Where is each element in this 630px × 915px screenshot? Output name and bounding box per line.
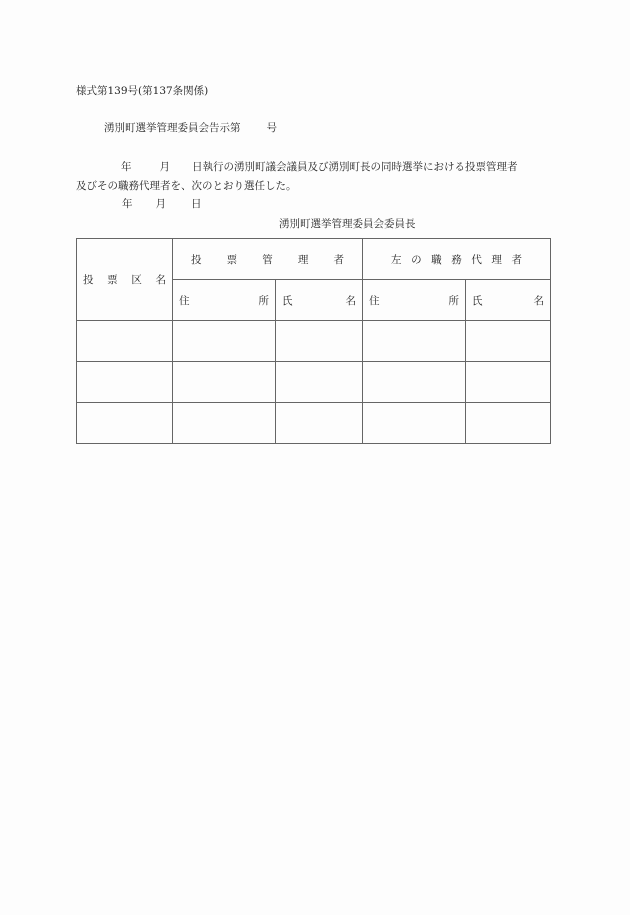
body-year: 年	[121, 161, 132, 173]
deputy-header-char: 務	[451, 253, 462, 266]
district-header-char: 名	[155, 274, 166, 286]
table-row	[77, 403, 551, 444]
body-month: 月	[159, 161, 170, 173]
deputy-name-header	[466, 280, 551, 321]
deputy-name-cell	[466, 362, 551, 403]
deputy-name-cell	[466, 403, 551, 444]
deputy-header-char: 職	[431, 253, 442, 266]
notice-title-prefix: 湧別町選挙管理委員会告示第	[104, 122, 241, 134]
notice-body-line1	[76, 162, 518, 173]
deputy-address-cell	[363, 321, 466, 362]
name-char: 氏	[472, 294, 483, 307]
address-char: 所	[448, 294, 459, 307]
district-cell	[77, 321, 173, 362]
manager-name-cell	[276, 362, 363, 403]
manager-address-cell	[173, 403, 276, 444]
manager-header-char: 票	[226, 253, 238, 266]
signatory: 湧別町選挙管理委員会委員長	[279, 218, 416, 230]
deputy-header-char: 代	[471, 253, 482, 266]
manager-header-char: 管	[262, 253, 273, 266]
district-cell	[77, 362, 173, 403]
table-row	[77, 321, 551, 362]
manager-header-char: 理	[297, 253, 309, 266]
name-char: 名	[345, 294, 356, 307]
date-year: 年	[122, 198, 133, 210]
district-header-char: 票	[107, 274, 118, 286]
name-char: 氏	[282, 294, 293, 307]
header-row-1	[77, 239, 551, 280]
deputy-header-char: 左	[391, 253, 402, 266]
table-row	[77, 362, 551, 403]
district-header-char: 区	[131, 274, 142, 286]
deputy-address-cell	[363, 403, 466, 444]
manager-header	[173, 239, 363, 280]
manager-name-cell	[276, 403, 363, 444]
address-char: 住	[369, 294, 380, 307]
address-char: 住	[179, 294, 190, 307]
date-day: 日	[191, 198, 202, 210]
district-header-char: 投	[83, 274, 94, 286]
deputy-header-char: 者	[511, 253, 522, 266]
deputy-header	[363, 239, 551, 280]
name-char: 名	[533, 294, 544, 307]
manager-address-header	[173, 280, 276, 321]
deputy-header-char: の	[411, 253, 422, 266]
address-char: 所	[258, 294, 269, 307]
deputy-header-char: 理	[491, 253, 502, 266]
notice-title	[104, 123, 277, 134]
date-month: 月	[155, 198, 166, 210]
manager-header-char: 者	[333, 253, 344, 266]
appointment-table	[76, 238, 551, 444]
deputy-address-header	[363, 280, 466, 321]
manager-name-cell	[276, 321, 363, 362]
notice-body-line2: 及びその職務代理者を、次のとおり選任した。	[76, 180, 297, 192]
manager-name-header	[276, 280, 363, 321]
district-cell	[77, 403, 173, 444]
deputy-address-cell	[363, 362, 466, 403]
deputy-name-cell	[466, 321, 551, 362]
form-number: 様式第139号(第137条関係)	[76, 85, 209, 97]
manager-address-cell	[173, 321, 276, 362]
notice-title-suffix: 号	[266, 122, 277, 134]
body-line1-rest: 日執行の湧別町議会議員及び湧別町長の同時選挙における投票管理者	[192, 161, 518, 173]
manager-header-char: 投	[191, 253, 202, 266]
date-line	[122, 199, 202, 210]
district-header	[77, 239, 173, 321]
manager-address-cell	[173, 362, 276, 403]
